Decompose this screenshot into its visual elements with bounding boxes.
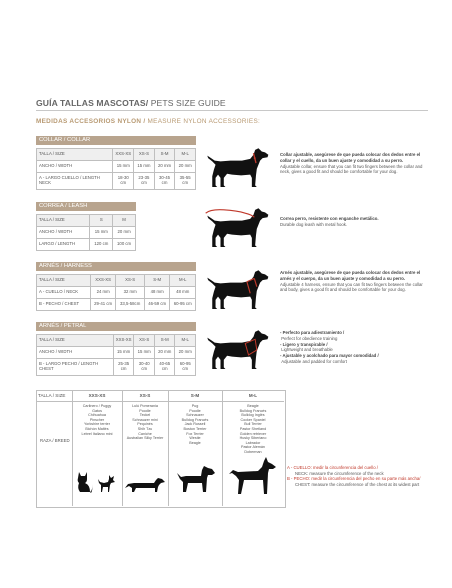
table-cell: 120 cm xyxy=(90,239,113,251)
table-cell: 60-95 cm xyxy=(170,299,196,311)
table-cell: 20 mm xyxy=(175,347,196,359)
list-item: Schnauzer xyxy=(186,413,204,418)
table-cell: 18-30 cm xyxy=(113,173,134,190)
table-cell: 48 mm xyxy=(170,287,196,299)
vest-table xyxy=(36,334,196,376)
table-header: S xyxy=(90,215,113,227)
list-item: Cocker Spaniel xyxy=(240,417,266,422)
table-cell: 46-59 cm xyxy=(144,299,170,311)
collar-banner: COLLAR / COLLAR xyxy=(36,136,196,145)
list-item: Bulldog Inglés xyxy=(241,413,265,418)
breed-size-header: S-M xyxy=(190,393,200,398)
list-item: Pequinés xyxy=(137,422,153,427)
table-cell: A - LARGO CUELLO / LENGTH NECK xyxy=(37,173,113,190)
list-item: Shih Tzu xyxy=(137,426,153,431)
list-item: Husky Siberiano xyxy=(239,436,267,441)
list-item: Bulldog Francés xyxy=(239,408,267,413)
title-divider xyxy=(36,110,428,111)
table-header: M-L xyxy=(175,149,196,161)
table-header: XS-S xyxy=(134,335,155,347)
list-item: Yorkshire terrier xyxy=(84,422,110,427)
table-header: TALLA / SIZE xyxy=(37,215,90,227)
breed-list-m-l xyxy=(222,404,284,455)
list-item: Golden retriever xyxy=(239,431,267,436)
leash-banner: CORREA / LEASH xyxy=(36,202,136,211)
table-cell: ANCHO / WIDTH xyxy=(37,161,113,173)
list-item: Westie xyxy=(189,436,201,441)
table-cell: 29-41 cm xyxy=(90,299,116,311)
list-item: Beagle xyxy=(247,404,259,408)
note-neck-es: A - CUELLO: medir la circunferencia del cuello / xyxy=(287,465,378,470)
chihuahua-icon xyxy=(96,474,116,494)
breed-table-divider xyxy=(36,401,284,402)
list-item: Poodle xyxy=(139,408,151,413)
list-item: Beagle xyxy=(189,440,201,445)
table-cell: 32 mm xyxy=(116,287,144,299)
list-item: Chihuahua xyxy=(88,413,106,418)
list-item: Teckel xyxy=(139,413,151,418)
table-cell: 35-55 cm xyxy=(175,173,196,190)
collar-description: Collar ajustable, asegúrese de que pueda colocar dos dedos entre el collar y el cuello, da un buen ajuste y comodidad a su perro. Adjustable collar, ensure that you can fit two fingers between the collar and neck, gives a good fit and should be comfortable for your dog. xyxy=(280,152,423,175)
table-header: TALLA / SIZE xyxy=(37,149,113,161)
table-cell: ANCHO / WIDTH xyxy=(37,347,114,359)
table-cell: B - PECHO / CHEST xyxy=(37,299,91,311)
dachshund-icon xyxy=(124,476,166,494)
table-header: S-M xyxy=(154,149,175,161)
vest-features: - Perfecto para adiestramiento / Perfect for obedience training - Ligero y transpirable / Lightweight and breathable - Ajustable y acolchado para mayor comodidad / Adjustable and padded for comfort xyxy=(280,330,379,364)
list-item: Australian Silky Terrier xyxy=(126,436,164,441)
list-item: Bichón Maltés xyxy=(85,426,109,431)
list-item: Pastor Alemán xyxy=(241,445,265,450)
schnauzer-icon xyxy=(174,464,216,494)
table-cell: LARGO / LENGTH xyxy=(37,239,90,251)
note-neck-en: NECK: measure the circumference of the neck xyxy=(295,470,384,476)
list-item: Poodle xyxy=(189,408,201,413)
table-header: TALLA / SIZE xyxy=(37,335,114,347)
table-cell: 20 mm xyxy=(113,227,136,239)
vest-banner: ARNÉS / PETRAL xyxy=(36,322,196,331)
breed-size-header: XXS-XS xyxy=(88,393,106,398)
table-header: M xyxy=(113,215,136,227)
table-header: S-M xyxy=(154,335,175,347)
table-cell: 30-40 cm xyxy=(134,359,155,376)
table-cell: 33,5-58cm xyxy=(116,299,144,311)
breed-size-header: XS-S xyxy=(139,393,151,398)
list-item: Pinscher xyxy=(89,417,105,422)
breed-size-label: TALLA / SIZE xyxy=(38,393,66,398)
table-cell: 15 mm xyxy=(134,161,155,173)
table-cell: 30-45 cm xyxy=(154,173,175,190)
table-header: XS-S xyxy=(116,275,144,287)
measurement-notes xyxy=(287,465,437,487)
leash-table xyxy=(36,214,136,251)
list-item: Jack Russell xyxy=(184,422,206,427)
page-subtitle: MEDIDAS ACCESORIOS NYLON / MEASURE NYLON ACCESSORIES: xyxy=(36,118,261,125)
table-header: M-L xyxy=(175,335,196,347)
breed-list-s-m xyxy=(168,404,222,445)
table-header: XXS-XS xyxy=(113,335,134,347)
list-item: Doberman xyxy=(244,449,262,454)
table-cell: ANCHO / WIDTH xyxy=(37,227,90,239)
breed-size-header: M-L xyxy=(248,393,258,398)
breed-list-xs-s xyxy=(122,404,168,441)
table-cell: 15 mm xyxy=(113,347,134,359)
table-cell: 48 mm xyxy=(144,287,170,299)
list-item: Bull Terrier xyxy=(244,422,262,427)
table-cell: 20 mm xyxy=(154,347,175,359)
table-cell: 15 mm xyxy=(113,161,134,173)
list-item: Pastor Shetland xyxy=(239,426,267,431)
table-header: M-L xyxy=(170,275,196,287)
list-item: Lulú Pomerania xyxy=(132,404,158,408)
dog-collar-icon xyxy=(204,146,270,190)
dog-vest-icon xyxy=(204,328,270,372)
list-item: Bulldog Francés xyxy=(181,417,209,422)
list-item: Labrador xyxy=(245,440,261,445)
table-cell: 20 mm xyxy=(154,161,175,173)
note-chest-es: B - PECHO: medir la circunferencia del pecho en su parte más ancha/ xyxy=(287,476,421,482)
table-cell: 100 cm xyxy=(113,239,136,251)
list-item: Gatos xyxy=(92,408,102,413)
dog-harness-icon xyxy=(204,268,270,312)
table-cell: 15 mm xyxy=(90,227,113,239)
list-item: Schnauzer mini xyxy=(132,417,158,422)
table-cell: 40-65 cm xyxy=(154,359,175,376)
table-cell: B - LARGO PECHO / LENGTH CHEST xyxy=(37,359,114,376)
list-item: Boston Terrier xyxy=(183,426,207,431)
harness-description: Arnés ajustable, asegúrese de que pueda colocar dos dedos entre el arnés y el cuerpo, da un buen ajuste y comodidad a su perro. Adjustable 4 harness, ensure that you can fit two fingers between the collar and body, gives a good fit and should be comfortable for your dog. xyxy=(280,270,423,293)
table-cell: 24 mm xyxy=(90,287,116,299)
table-header: S-M xyxy=(144,275,170,287)
doberman-icon xyxy=(228,456,278,496)
table-cell: 60-95 cm xyxy=(175,359,196,376)
table-header: XS-S xyxy=(134,149,155,161)
table-cell: 23-35 cm xyxy=(134,173,155,190)
list-item: Caniche xyxy=(138,431,152,436)
list-item: Fox Terrier xyxy=(186,431,204,436)
table-cell: 15 mm xyxy=(134,347,155,359)
table-header: XXS-XS xyxy=(113,149,134,161)
dog-leash-icon xyxy=(204,206,270,250)
harness-banner: ARNÉS / HARNESS xyxy=(36,262,196,271)
list-item: Carlinero / Puggy xyxy=(82,404,112,408)
table-header: XXS-XS xyxy=(90,275,116,287)
leash-description: Correa perro, resistente con enganche metálico. Durable dog leash with metal hook. xyxy=(280,216,379,227)
breed-list-xxs-xs xyxy=(72,404,122,436)
list-item: Lebrel Italiano mini xyxy=(81,431,113,436)
cat-icon xyxy=(74,470,94,494)
note-chest-en: CHEST: measure the circumference of the chest at its widest part xyxy=(295,481,420,487)
breed-row-label: RAZA / BREED xyxy=(40,438,70,443)
table-header: TALLA / SIZE xyxy=(37,275,91,287)
page-title: GUÍA TALLAS MASCOTAS/ PETS SIZE GUIDE xyxy=(36,98,226,108)
table-cell: 20 mm xyxy=(175,161,196,173)
collar-table xyxy=(36,148,196,190)
table-cell: A - CUELLO / NECK xyxy=(37,287,91,299)
list-item: Pug xyxy=(191,404,199,408)
table-cell: 25-35 cm xyxy=(113,359,134,376)
harness-table xyxy=(36,274,196,311)
